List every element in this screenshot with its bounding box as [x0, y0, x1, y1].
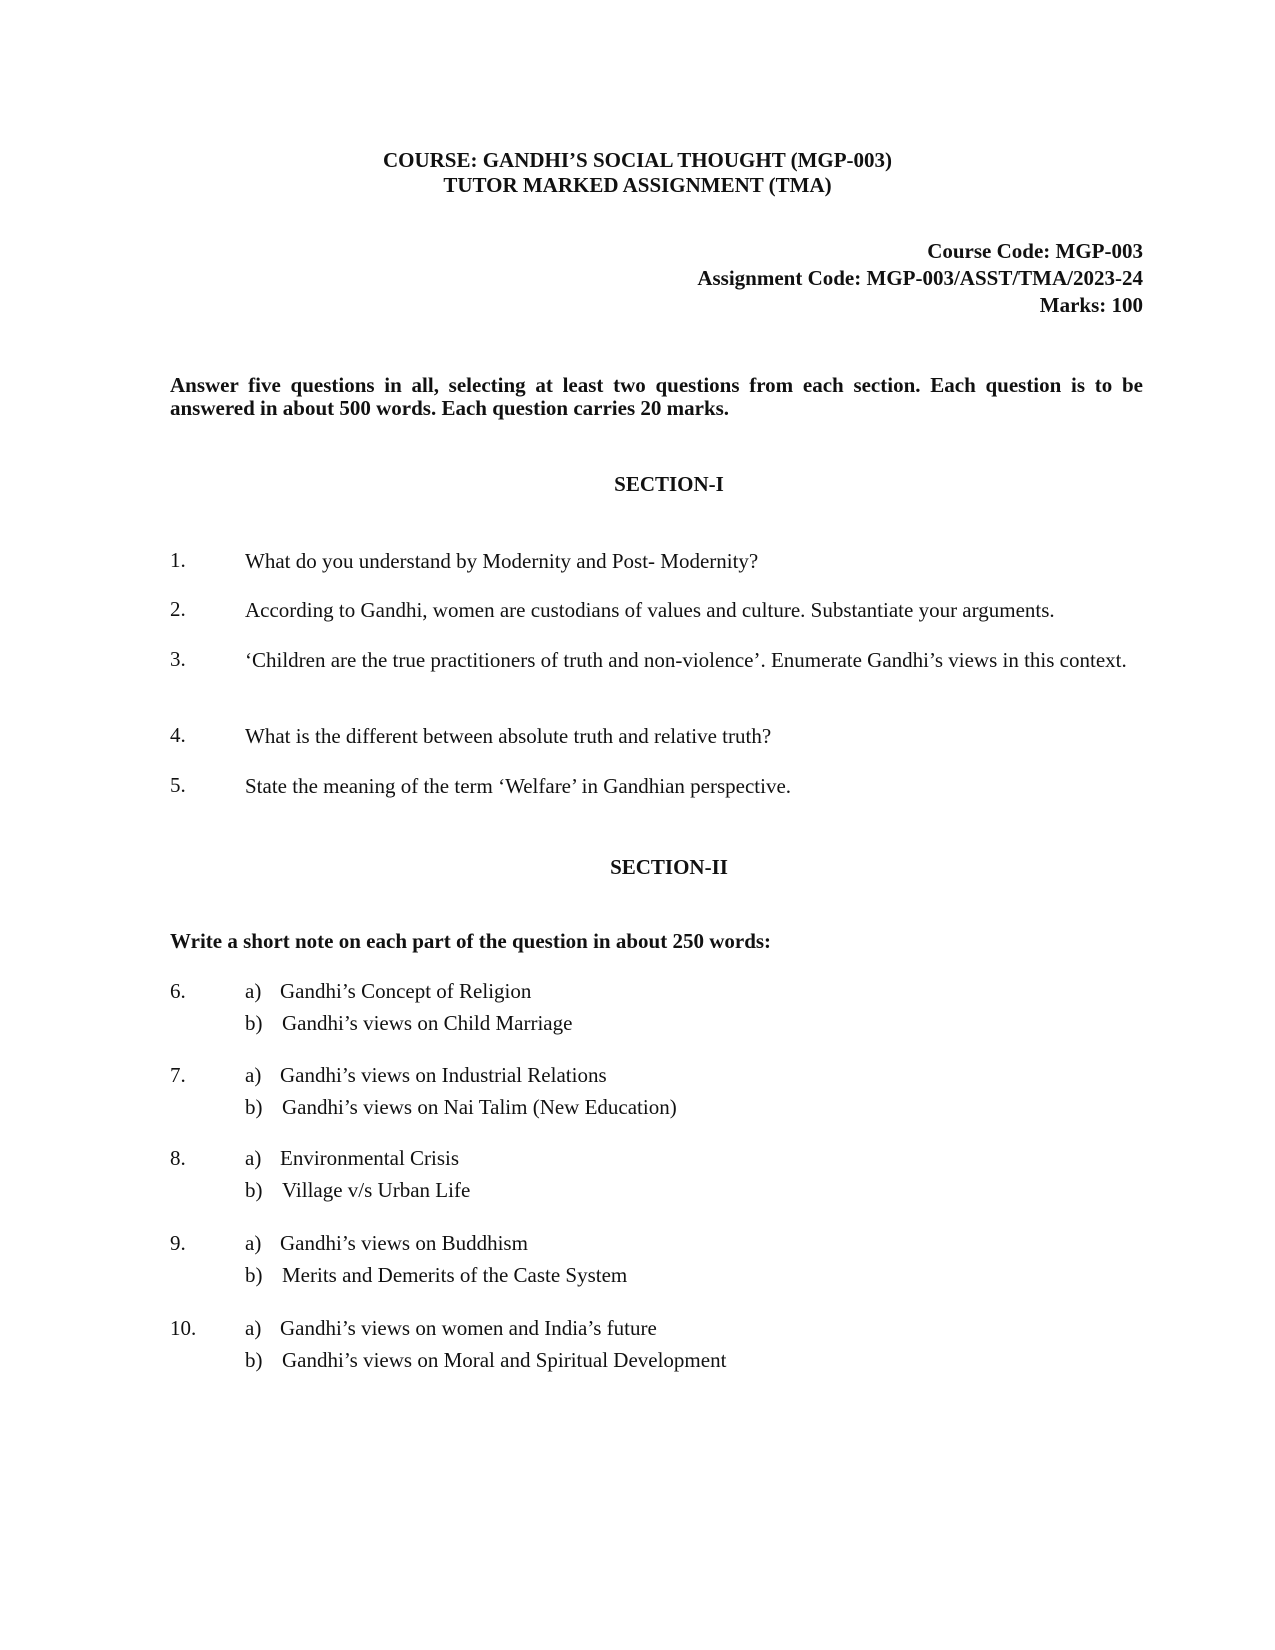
question-number: 8.: [170, 1146, 186, 1170]
question-text: What is the different between absolute truth and relative truth?: [245, 724, 772, 748]
assignment-type-title: TUTOR MARKED ASSIGNMENT (TMA): [443, 173, 832, 197]
question-number: 2.: [170, 597, 186, 621]
question-text: According to Gandhi, women are custodians of values and culture. Substantiate your arguments.: [245, 598, 1055, 622]
question-text: ‘Children are the true practitioners of truth and non-violence’. Enumerate Gandhi’s views in this context.: [245, 648, 1127, 672]
sub-part-label: a): [245, 1146, 262, 1170]
sub-part-label: b): [245, 1011, 263, 1035]
sub-part-label: a): [245, 1316, 262, 1340]
question-number: 10.: [170, 1316, 197, 1340]
marks: Marks: 100: [1039, 293, 1143, 317]
sub-part-text: Gandhi’s views on Buddhism: [280, 1231, 528, 1255]
sub-part-text: Gandhi’s views on Industrial Relations: [280, 1063, 607, 1087]
sub-part-text: Gandhi’s views on women and India’s future: [280, 1316, 657, 1340]
question-number: 5.: [170, 773, 186, 797]
sub-part-label: b): [245, 1178, 263, 1202]
question-number: 9.: [170, 1231, 186, 1255]
question-text: State the meaning of the term ‘Welfare’ in Gandhian perspective.: [245, 774, 792, 798]
sub-part-label: b): [245, 1263, 263, 1287]
question-number: 4.: [170, 723, 186, 747]
assignment-code: Assignment Code: MGP-003/ASST/TMA/2023-24: [697, 266, 1143, 290]
general-instructions: Answer five questions in all, selecting at least two questions from each section. Each question is to be answered in about 500 words. Each question carries 20 marks.: [170, 373, 1143, 420]
sub-part-text: Gandhi’s Concept of Religion: [280, 979, 532, 1003]
sub-part-text: Village v/s Urban Life: [282, 1178, 471, 1202]
sub-part-text: Environmental Crisis: [280, 1146, 460, 1170]
section-2-heading: SECTION-II: [610, 855, 728, 879]
sub-part-label: a): [245, 1231, 262, 1255]
sub-part-label: a): [245, 1063, 262, 1087]
question-number: 6.: [170, 979, 186, 1003]
sub-part-text: Gandhi’s views on Moral and Spiritual Development: [282, 1348, 727, 1372]
sub-part-text: Gandhi’s views on Nai Talim (New Education): [282, 1095, 677, 1119]
course-code: Course Code: MGP-003: [927, 239, 1143, 263]
question-text: What do you understand by Modernity and Post- Modernity?: [245, 549, 759, 573]
sub-part-label: a): [245, 979, 262, 1003]
sub-part-label: b): [245, 1348, 263, 1372]
question-number: 7.: [170, 1063, 186, 1087]
question-number: 1.: [170, 548, 186, 572]
sub-part-text: Merits and Demerits of the Caste System: [282, 1263, 628, 1287]
question-number: 3.: [170, 647, 186, 671]
course-title: COURSE: GANDHI’S SOCIAL THOUGHT (MGP-003): [382, 148, 893, 172]
section-2-instruction: Write a short note on each part of the question in about 250 words:: [170, 929, 772, 953]
sub-part-text: Gandhi’s views on Child Marriage: [282, 1011, 573, 1035]
section-1-heading: SECTION-I: [614, 472, 724, 496]
sub-part-label: b): [245, 1095, 263, 1119]
